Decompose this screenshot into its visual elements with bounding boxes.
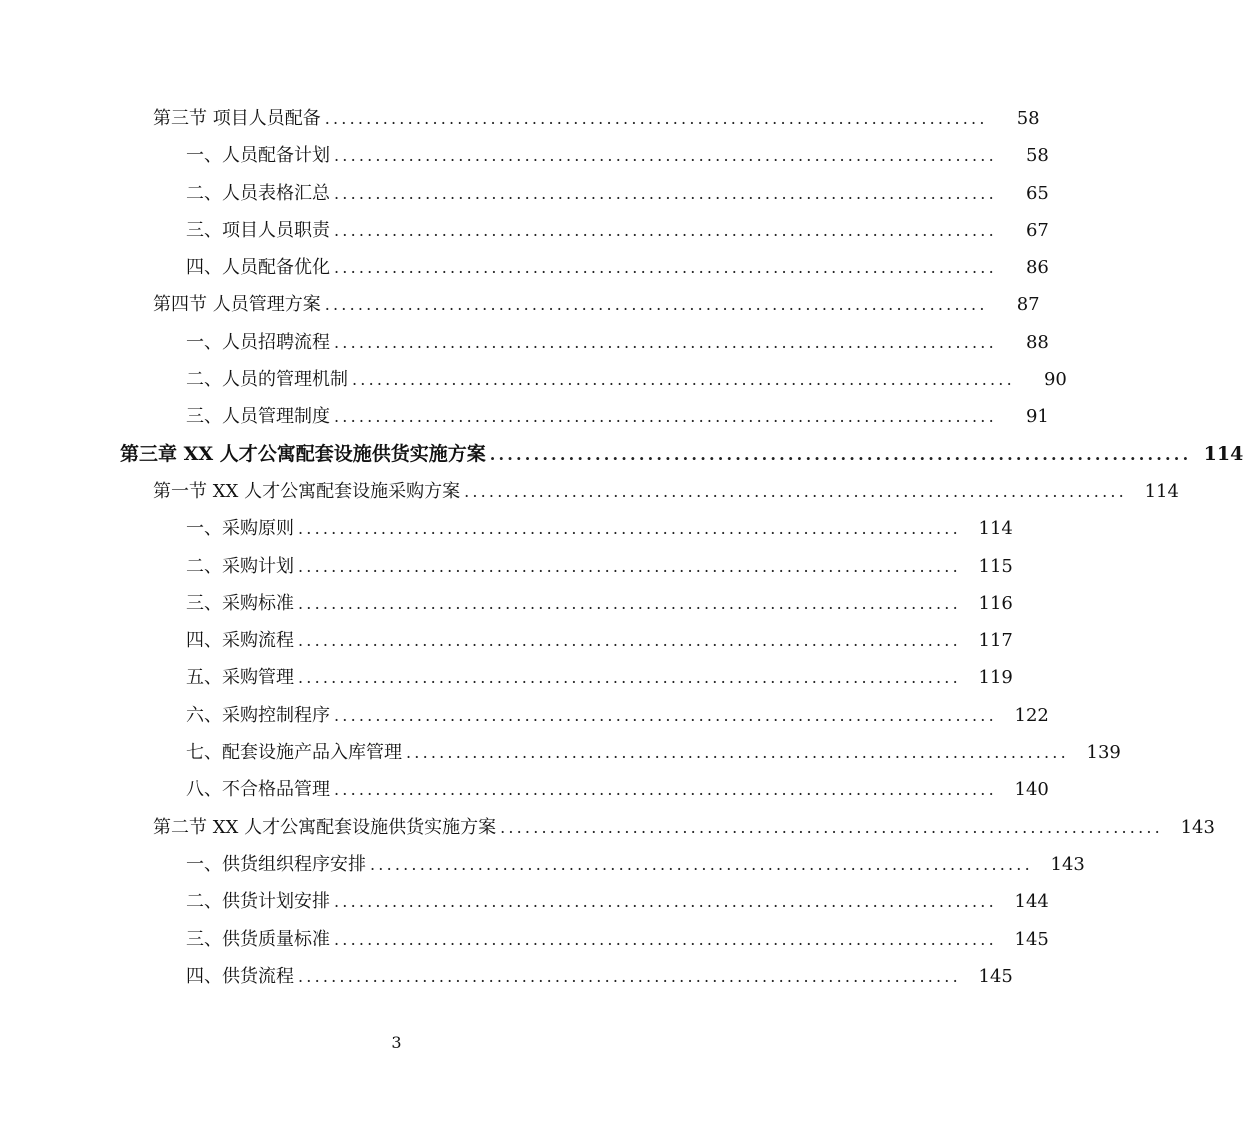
toc-entry-page: 114 — [1203, 442, 1243, 465]
toc-dot-leader: ................................................................................ — [298, 631, 961, 651]
toc-entry-title: 四、人员配备优化 — [186, 257, 330, 279]
toc-dot-leader: ................................................................................ — [324, 109, 988, 128]
toc-entry-page: 116 — [978, 592, 1013, 614]
toc-entry-page: 90 — [1043, 369, 1067, 391]
toc-entry-item[interactable] — [0, 771, 1049, 808]
toc-entry-item[interactable] — [0, 921, 1049, 958]
toc-entry-title: 第一节 XX 人才公寓配套设施采购方案 — [153, 480, 461, 502]
toc-entry-item[interactable] — [0, 958, 1013, 995]
toc-entry-title: 三、供货质量标准 — [186, 928, 330, 950]
toc-entry-title: 三、项目人员职责 — [186, 219, 330, 241]
toc-entry-page: 145 — [1014, 928, 1049, 950]
toc-entry-title: 五、采购管理 — [186, 667, 294, 689]
toc-entry-item[interactable] — [0, 175, 1049, 212]
toc-entry-title: 六、采购控制程序 — [186, 704, 330, 726]
toc-entry-page: 139 — [1086, 742, 1121, 764]
toc-entry-section[interactable] — [0, 809, 1215, 846]
toc-entry-title: 二、采购计划 — [186, 555, 294, 577]
toc-dot-leader: ................................................................................ — [406, 743, 1069, 763]
toc-dot-leader: ................................................................................ — [298, 519, 961, 539]
toc-entry-page: 88 — [1025, 331, 1049, 353]
toc-dot-leader: ................................................................................ — [489, 444, 1192, 464]
toc-entry-item[interactable] — [0, 622, 1013, 659]
toc-dot-leader: ................................................................................ — [334, 705, 997, 725]
toc-dot-leader: ................................................................................ — [334, 332, 997, 352]
toc-entry-title: 七、配套设施产品入库管理 — [186, 742, 402, 764]
toc-entry-page: 117 — [978, 630, 1013, 652]
toc-entry-title: 二、人员的管理机制 — [186, 369, 348, 391]
toc-entry-page: 86 — [1025, 257, 1049, 279]
toc-entry-page: 122 — [1014, 704, 1049, 726]
toc-entry-page: 87 — [1016, 294, 1040, 316]
toc-entry-title: 第三节 项目人员配备 — [153, 108, 321, 129]
toc-entry-title: 一、人员招聘流程 — [186, 331, 330, 353]
toc-entry-item[interactable] — [0, 212, 1049, 249]
toc-entry-item[interactable] — [0, 585, 1013, 622]
toc-entry-title: 一、人员配备计划 — [186, 145, 330, 167]
toc-entry-item[interactable] — [0, 249, 1049, 286]
toc-dot-leader: ................................................................................ — [334, 258, 997, 278]
toc-entry-page: 114 — [978, 518, 1013, 540]
toc-entry-item[interactable] — [0, 697, 1049, 734]
toc-entry-page: 143 — [1180, 816, 1215, 838]
toc-entry-item[interactable] — [0, 734, 1121, 771]
toc-dot-leader: ................................................................................ — [334, 407, 997, 427]
toc-entry-page: 144 — [1014, 891, 1049, 913]
toc-entry-item[interactable] — [0, 324, 1049, 361]
toc-entry-item[interactable] — [0, 510, 1013, 547]
toc-dot-leader: ................................................................................ — [298, 593, 961, 613]
toc-dot-leader: ................................................................................ — [324, 295, 988, 315]
toc-dot-leader: ................................................................................ — [334, 220, 997, 240]
toc-entry-title: 四、采购流程 — [186, 630, 294, 652]
toc-entry-section[interactable] — [0, 473, 1179, 510]
toc-entry-section[interactable] — [0, 100, 1040, 137]
toc-entry-page: 58 — [1025, 145, 1049, 167]
toc-entry-title: 八、不合格品管理 — [186, 779, 330, 801]
toc-entry-item[interactable] — [0, 398, 1049, 435]
toc-entry-title: 一、采购原则 — [186, 518, 294, 540]
toc-entry-page: 91 — [1025, 406, 1049, 428]
toc-entry-page: 65 — [1025, 182, 1049, 204]
toc-dot-leader: ................................................................................ — [334, 929, 997, 949]
toc-entry-page: 114 — [1144, 480, 1179, 502]
toc-dot-leader: ................................................................................ — [298, 966, 961, 986]
toc-entry-title: 第二节 XX 人才公寓配套设施供货实施方案 — [153, 816, 497, 838]
toc-entry-section[interactable] — [0, 286, 1040, 323]
toc-entry-page: 119 — [978, 667, 1013, 689]
toc-entry-page: 115 — [978, 555, 1013, 577]
toc-dot-leader: ................................................................................ — [298, 556, 961, 576]
toc-entry-title: 二、人员表格汇总 — [186, 182, 330, 204]
toc-entry-item[interactable] — [0, 883, 1049, 920]
toc-dot-leader: ................................................................................ — [352, 370, 1015, 390]
toc-entry-title: 二、供货计划安排 — [186, 891, 330, 913]
toc-dot-leader: ................................................................................ — [334, 780, 997, 800]
toc-entry-page: 67 — [1025, 219, 1049, 241]
toc-entry-page: 143 — [1050, 853, 1085, 875]
toc-dot-leader: ................................................................................ — [334, 892, 997, 912]
toc-entry-title: 第四节 人员管理方案 — [153, 294, 321, 316]
toc-dot-leader: ................................................................................ — [370, 854, 1033, 874]
toc-entry-title: 三、人员管理制度 — [186, 406, 330, 428]
toc-entry-page: 58 — [1016, 108, 1040, 129]
toc-entry-item[interactable] — [0, 548, 1013, 585]
toc-entry-page: 145 — [978, 965, 1013, 987]
toc-entry-title: 四、供货流程 — [186, 965, 294, 987]
toc-entry-item[interactable] — [0, 361, 1067, 398]
table-of-contents — [0, 100, 1243, 995]
toc-dot-leader: ................................................................................ — [334, 146, 997, 166]
toc-dot-leader: ................................................................................ — [500, 817, 1163, 837]
toc-dot-leader: ................................................................................ — [464, 481, 1127, 501]
toc-entry-page: 140 — [1014, 779, 1049, 801]
toc-entry-chapter[interactable] — [0, 436, 1243, 473]
toc-dot-leader: ................................................................................ — [298, 668, 961, 688]
toc-entry-item[interactable] — [0, 846, 1085, 883]
toc-entry-title: 一、供货组织程序安排 — [186, 853, 366, 875]
toc-entry-item[interactable] — [0, 659, 1013, 696]
toc-entry-title: 三、采购标准 — [186, 592, 294, 614]
toc-dot-leader: ................................................................................ — [334, 183, 997, 203]
page-number: 3 — [391, 1033, 402, 1052]
toc-entry-title: 第三章 XX 人才公寓配套设施供货实施方案 — [120, 442, 486, 465]
toc-entry-item[interactable] — [0, 137, 1049, 174]
